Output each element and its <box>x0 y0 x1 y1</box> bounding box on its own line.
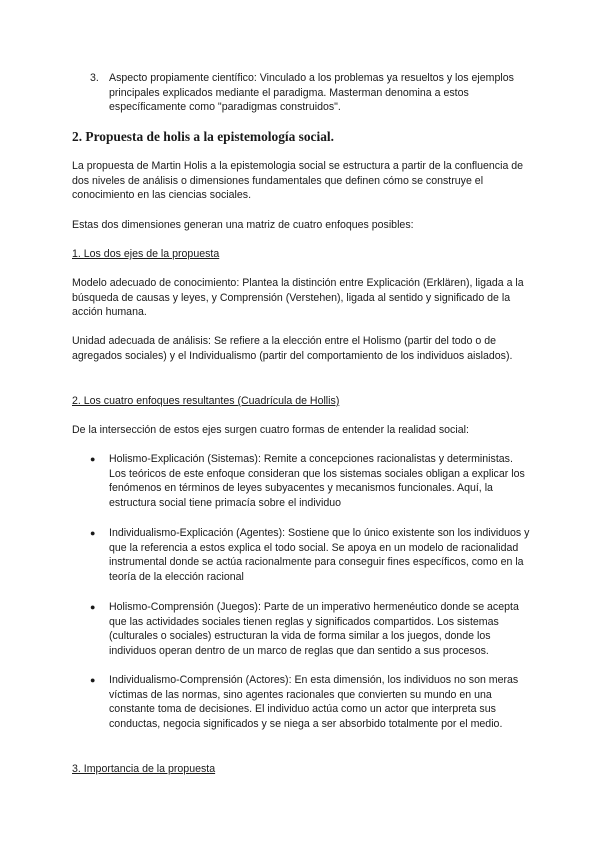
subheading-importance: 3. Importancia de la propuesta <box>72 763 216 775</box>
intersection-paragraph: De la intersección de estos ejes surgen cuatro formas de entender la realidad social: <box>72 424 469 436</box>
subheading-axes: 1. Los dos ejes de la propuesta <box>72 248 220 260</box>
bullet-item-holismo-comprension <box>90 600 530 658</box>
list-item-text: Aspecto propiamente científico: Vinculado a los problemas ya resueltos y los ejemplos principales explicados mediante el paradigma. Masterman denomina a estos específicamente como "paradigmas construidos". <box>109 72 514 114</box>
bullet-text: Holismo-Explicación (Sistemas): Remite a concepciones racionalistas y deterministas. Los teóricos de este enfoque consideran que los sistemas sociales obligan a explicar los fenómenos en términos de leyes subyacentes y mecanismos funcionales. Aquí, la estructura social tiene primacía sobre el individuo <box>109 453 525 509</box>
bullet-text: Individualismo-Explicación (Agentes): Sostiene que lo único existente son los individuos y que la referencia a estos explica el todo social. Se apoya en un modelo de racionalidad instrumental donde se actúa racionalmente para conseguir fines específicos, como en la teoría de la elección racional <box>109 527 530 583</box>
matrix-paragraph: Estas dos dimensiones generan una matriz de cuatro enfoques posibles: <box>72 219 414 231</box>
list-number: 3. <box>90 72 99 84</box>
subheading-four-approaches: 2. Los cuatro enfoques resultantes (Cuadrícula de Hollis) <box>72 395 340 407</box>
bullet-dot-icon: ● <box>90 528 96 538</box>
numbered-list-item-3 <box>90 71 520 115</box>
axis-unit-paragraph: Unidad adecuada de análisis: Se refiere a la elección entre el Holismo (partir del todo o de agregados sociales) y el Individualismo (partir del comportamiento de los individuos aislados). <box>72 335 513 362</box>
axis-model-paragraph: Modelo adecuado de conocimiento: Plantea la distinción entre Explicación (Erklären), ligada a la búsqueda de causas y leyes, y Comprensión (Verstehen), ligada al sentido y significado de la acción humana. <box>72 277 524 319</box>
intro-paragraph: La propuesta de Martin Holis a la epistemologia social se estructura a partir de la confluencia de dos niveles de análisis o dimensiones fundamentales que definen cómo se construye el conocimiento en las ciencias sociales. <box>72 160 524 202</box>
bullet-item-individualismo-comprension <box>90 673 530 731</box>
bullet-item-individualismo-explicacion <box>90 526 530 584</box>
bullet-dot-icon: ● <box>90 675 96 685</box>
bullet-dot-icon: ● <box>90 602 96 612</box>
bullet-text: Individualismo-Comprensión (Actores): En esta dimensión, los individuos no son meras víctimas de las normas, sino agentes racionales que convierten su mundo en una constante toma de decisiones. El individuo actúa como un actor que interpreta sus conductas, negocia significados y se niega a ser absorbido totalmente por el medio. <box>109 674 519 730</box>
bullet-item-holismo-explicacion <box>90 452 530 510</box>
section-heading: 2. Propuesta de holis a la epistemología social. <box>72 129 334 144</box>
bullet-text: Holismo-Comprensión (Juegos): Parte de un imperativo hermenéutico donde se acepta que las actividades sociales tienen reglas y significados compartidos. Los sistemas (culturales o sociales) estructuran la vida de forma similar a los juegos, donde los individuos operan dentro de un marco de reglas que dan sentido a sus procesos. <box>109 601 519 657</box>
bullet-dot-icon: ● <box>90 454 96 464</box>
